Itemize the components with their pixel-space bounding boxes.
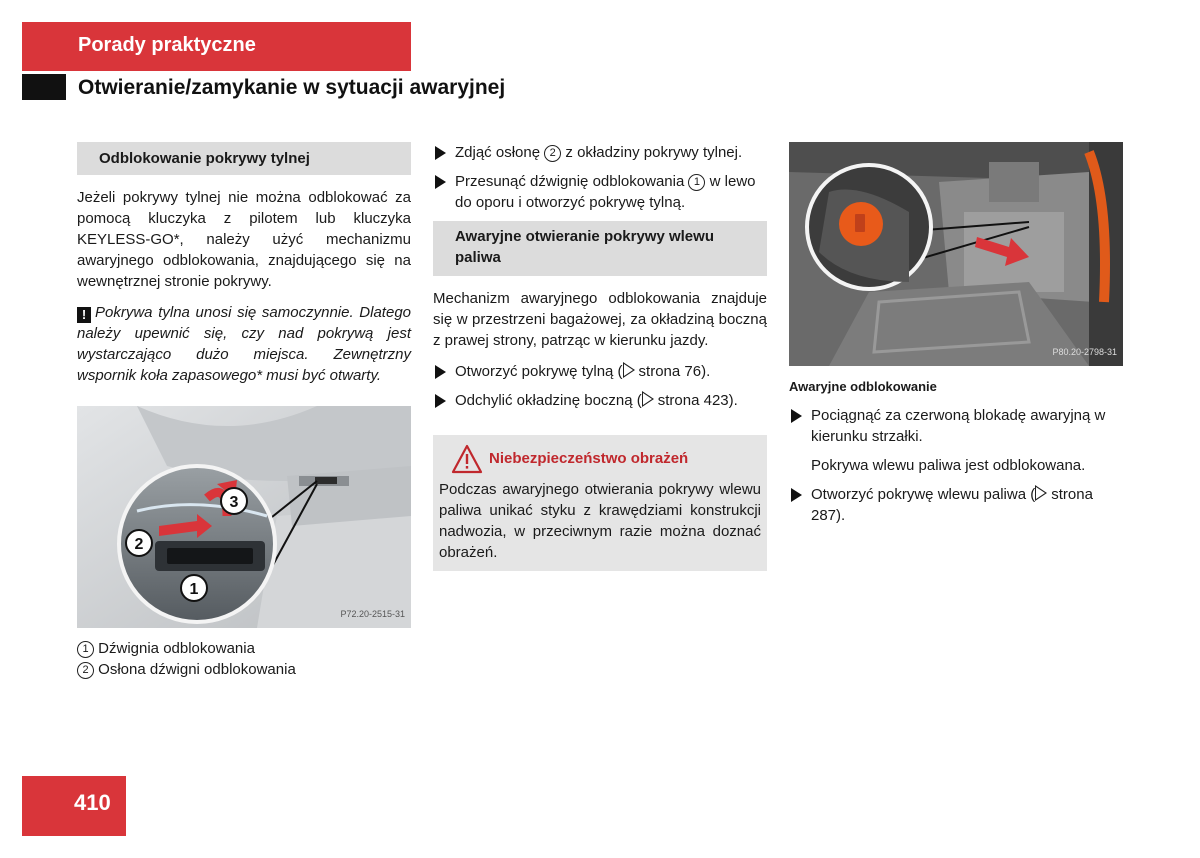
warning-text: Podczas awaryjnego otwierania pokrywy wlewu paliwa unikać styku z krawędziami konstrukcji nadwozia, w przeciwnym razie można doznać obrażeń.	[439, 481, 761, 561]
step-text: Zdjąć osłonę	[455, 144, 541, 161]
legend-number: 2	[77, 662, 94, 679]
page-title: Otwieranie/zamykanie w sytuacji awaryjnej	[78, 76, 506, 99]
callout-3: 3	[229, 494, 239, 511]
legend-item	[77, 659, 411, 680]
figure-code: P80.20-2798-31	[1052, 347, 1117, 357]
tailgate-illustration	[77, 406, 411, 628]
fuel-flap-paragraph: Mechanizm awaryjnego odblokowania znajduje się w przestrzeni bagażowej, za okładziną boczną z prawej strony, patrząc w kierunku jazdy.	[433, 290, 767, 349]
instruction-step	[433, 142, 767, 163]
warning-header	[439, 443, 761, 475]
exclamation-icon: !	[77, 307, 91, 323]
page-number-box	[22, 776, 126, 836]
instruction-step	[789, 405, 1123, 447]
subhead-fuel-flap: Awaryjne otwieranie pokrywy wlewu paliwa	[433, 221, 767, 276]
step-ref-number: 1	[688, 174, 705, 191]
figure-code: P72.20-2515-31	[340, 609, 405, 619]
page-ref-icon	[1036, 486, 1047, 500]
bullet-triangle-icon	[435, 175, 446, 189]
section-title: Porady praktyczne	[78, 34, 256, 56]
fuel-release-figure	[789, 142, 1123, 366]
tailgate-figure	[77, 406, 411, 628]
step-text: Odchylić okładzinę boczną (	[455, 392, 642, 409]
instruction-step	[433, 361, 767, 382]
page-ref-link[interactable]: strona 423).	[657, 392, 738, 409]
instruction-step	[433, 171, 767, 213]
instruction-step	[789, 484, 1123, 526]
bullet-triangle-icon	[791, 409, 802, 423]
page-ref-link[interactable]: strona 76).	[638, 363, 711, 380]
bullet-triangle-icon	[435, 394, 446, 408]
page-number: 410	[74, 790, 111, 815]
tailgate-note-text: Pokrywa tylna unosi się samoczynnie. Dlatego należy upewnić się, czy nad pokrywą jest wystarczająco dużo miejsca. Zewnętrzny wspornik koła zapasowego* musi być otwarty.	[77, 304, 411, 384]
bullet-triangle-icon	[435, 365, 446, 379]
tailgate-note	[77, 302, 411, 386]
page-ref-icon	[643, 392, 654, 406]
instruction-step	[433, 390, 767, 411]
figure-caption: Awaryjne odblokowanie	[789, 379, 937, 394]
callout-1: 1	[189, 581, 199, 598]
bullet-triangle-icon	[435, 146, 446, 160]
result-note: Pokrywa wlewu paliwa jest odblokowana.	[811, 457, 1086, 474]
step-text: Przesunąć dźwignię odblokowania	[455, 173, 685, 190]
step-text: w lewo do oporu i otworzyć pokrywę tylną.	[455, 173, 756, 211]
page-ref-icon	[624, 363, 635, 377]
column-middle	[433, 142, 767, 571]
step-ref-number: 2	[544, 145, 561, 162]
section-tab	[22, 22, 411, 71]
legend-item	[77, 638, 411, 659]
warning-box	[433, 435, 767, 571]
column-right	[789, 142, 1123, 534]
column-left	[77, 142, 411, 680]
trunk-illustration	[789, 142, 1123, 366]
step-text: Otworzyć pokrywę tylną (	[455, 363, 623, 380]
callout-2: 2	[134, 536, 144, 553]
warning-title: Niebezpieczeństwo obrażeń	[489, 450, 689, 467]
bullet-triangle-icon	[791, 488, 802, 502]
legend-label: Dźwignia odblokowania	[98, 640, 255, 657]
step-text: Pociągnąć za czerwoną blokadę awaryjną w kierunku strzałki.	[811, 407, 1106, 445]
legend-label: Osłona dźwigni odblokowania	[98, 661, 296, 678]
tailgate-paragraph: Jeżeli pokrywy tylnej nie można odblokować za pomocą kluczyka z pilotem lub kluczyka KEYLESS-GO*, należy użyć mechanizmu awaryjnego odblokowania, znajdującego się na wewnętrznej stronie pokrywy.	[77, 189, 411, 290]
step-text: Otworzyć pokrywę wlewu paliwa (	[811, 486, 1036, 503]
title-marker	[22, 74, 66, 100]
step-text: z okładziny pokrywy tylnej.	[565, 144, 743, 161]
subhead-tailgate: Odblokowanie pokrywy tylnej	[77, 142, 411, 175]
legend-number: 1	[77, 641, 94, 658]
warning-triangle-icon	[451, 444, 483, 474]
page-ref-link[interactable]: strona 287).	[811, 486, 1093, 524]
